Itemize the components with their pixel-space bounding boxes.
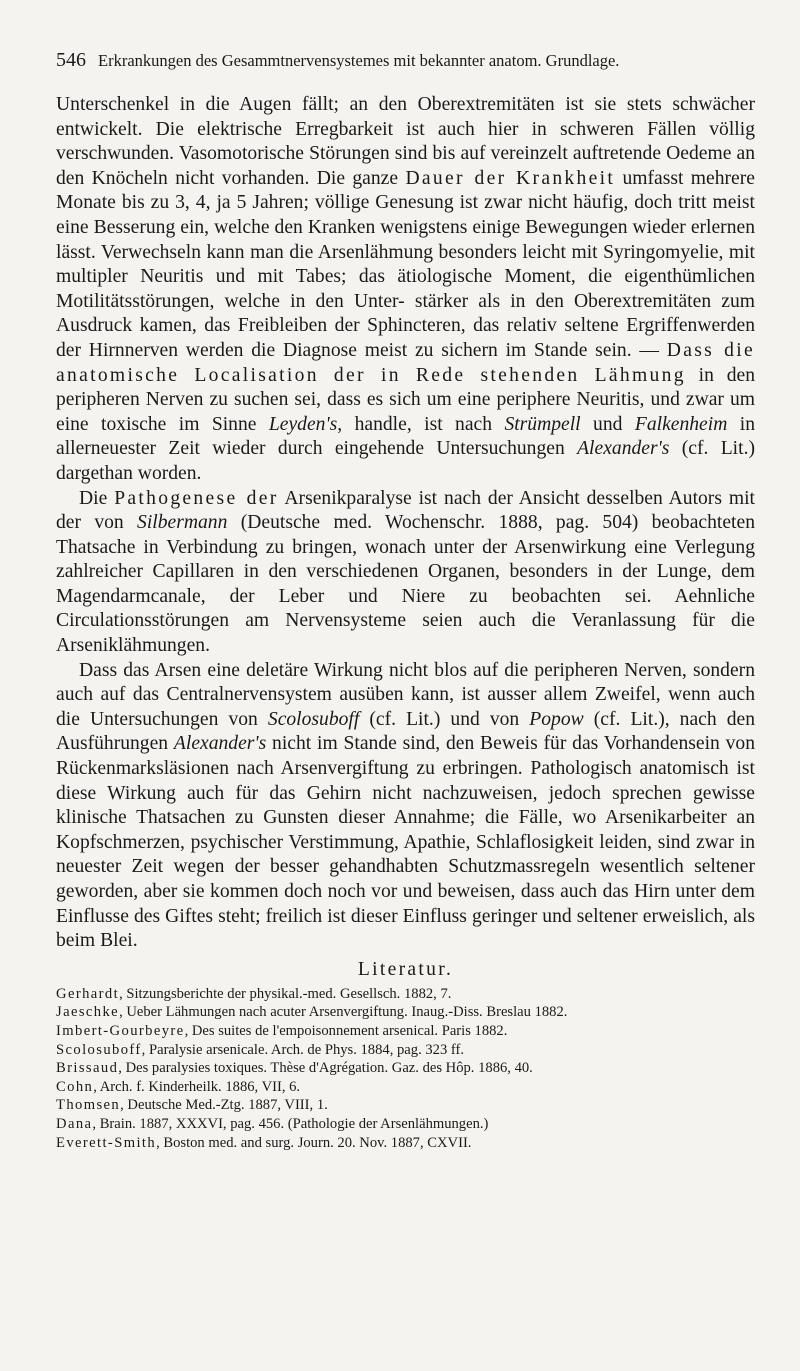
page-number: 546 (56, 49, 86, 71)
page-header (56, 50, 755, 71)
reference-author: Jaeschke (56, 1004, 120, 1021)
reference-author: Cohn (56, 1078, 94, 1095)
reference-entry (56, 1003, 755, 1022)
reference-details: , Brain. 1887, XXXVI, pag. 456. (Pathologie der Arsenlähmungen.) (92, 1115, 489, 1132)
reference-entry (56, 1078, 755, 1097)
paragraph (56, 487, 755, 659)
reference-details: , Paralysie arsenicale. Arch. de Phys. 1884, pag. 323 ff. (141, 1041, 465, 1058)
paragraph (56, 659, 755, 954)
cited-name: Alexander's (577, 438, 670, 460)
cited-name: Falkenheim (634, 413, 728, 435)
text-run: Die (79, 487, 115, 509)
text-run: nicht im Stande sind, den Beweis für das Vorhandensein von Rückenmarksläsionen nach Arsenvergiftung zu erbringen. Pathologisch anatomisch ist diese Wirkung auch für das Gehirn nicht nachzuweisen, jedoch sprechen gewisse klinische Thatsachen zu Gunsten dieser Annahme; die Fälle, wo Arsenikarbeiter an Kopfschmerzen, psychischer Verstimmung, Apathie, Schlaflosigkeit leiden, sind zwar in neuester Zeit wegen der besser gehandhabten Schutzmassregeln wesentlich seltener geworden, aber sie kommen doch noch vor und beweisen, dass auch das Hirn unter dem Einflusse des Giftes steht; freilich ist dieser Einfluss geringer und seltener erweislich, als beim Blei. (56, 733, 755, 952)
text-run: (cf. Lit.) und von (359, 708, 530, 730)
emphasized-phrase: Dauer der Krankheit (405, 167, 616, 189)
reference-author: Scolosuboff (56, 1041, 142, 1058)
reference-details: , Ueber Lähmungen nach acuter Arsenvergiftung. Inaug.-Diss. Breslau 1882. (119, 1004, 568, 1021)
cited-name: Popow (529, 708, 584, 730)
reference-details: , Des paralysies toxiques. Thèse d'Agrégation. Gaz. des Hôp. 1886, 40. (118, 1060, 533, 1077)
cited-name: Scolosuboff (267, 708, 360, 730)
paragraph (56, 93, 755, 487)
body-text (56, 93, 755, 954)
reference-entry (56, 1022, 755, 1041)
text-run: (Deutsche med. Wochenschr. 1888, pag. 504) beobachteten Thatsache in Verbindung zu bringen, wonach unter der Arsenwirkung eine Verlegung zahlreicher Capillaren in den verschiedenen Organen, besonders in der Lunge, dem Magendarmcanale, der Leber und Niere zu beobachten sei. Aehnliche Circulationsstörungen am Nervensysteme seien auch die Veranlassung für die Arseniklähmungen. (56, 512, 755, 657)
text-run: Unterschenkel in die Augen fällt; an den Oberextremitäten ist sie stets schwächer entwickelt. Die elektrische Erregbarkeit ist auch hier in schweren Fällen völlig verschwunden. Vasomotorische Störungen sind bis auf vereinzelt auftretende Oedeme an den Knöcheln nicht vorhanden. Die ganze (56, 94, 755, 189)
text-run: (cf. Lit.), nach den Ausführungen (56, 708, 756, 755)
literature-heading: Literatur. (357, 958, 454, 980)
text-run: , handle, ist nach (337, 413, 505, 435)
literature-list (56, 985, 755, 1152)
emphasized-phrase: Dass die anatomische Localisation der in Rede stehenden Lähmung (56, 339, 755, 386)
text-run: (cf. Lit.) dargethan worden. (56, 438, 755, 484)
reference-author: Brissaud (56, 1060, 119, 1077)
reference-entry (56, 1059, 755, 1078)
reference-author: Everett-Smith (56, 1134, 157, 1151)
reference-details: , Des suites de l'empoisonnement arsenical. Paris 1882. (184, 1022, 508, 1039)
reference-entry (56, 1041, 755, 1060)
text-run: in den peripheren Nerven zu suchen sei, dass es sich um eine periphere Neuritis, und zwar um eine toxische im Sinne (56, 364, 756, 435)
emphasized-phrase: Pathogenese der (114, 487, 279, 509)
text-run: Dass das Arsen eine deletäre Wirkung nicht blos auf die peripheren Nerven, sondern auch auf das Centralnervensystem ausüben kann, ist ausser allem Zweifel, wenn auch die Untersuchungen von (56, 659, 755, 730)
reference-entry (56, 985, 755, 1004)
text-run: und (580, 413, 635, 435)
reference-details: , Sitzungsberichte der physikal.-med. Gesellsch. 1882, 7. (119, 985, 452, 1002)
reference-author: Gerhardt (56, 985, 120, 1002)
reference-author: Dana (56, 1115, 93, 1132)
reference-entry (56, 1134, 755, 1153)
reference-author: Imbert-Gourbeyre (56, 1022, 185, 1039)
cited-name: Leyden's (268, 413, 338, 435)
text-run: in allerneuester Zeit wieder durch eingehende Untersuchungen (56, 413, 756, 460)
running-title: Erkrankungen des Gesammtnervensystemes mit bekannter anatom. Grundlage. (98, 51, 620, 70)
cited-name: Silbermann (137, 512, 228, 534)
text-run: Arsenikparalyse ist nach der Ansicht desselben Autors mit der von (56, 487, 755, 534)
reference-details: , Arch. f. Kinderheilk. 1886, VII, 6. (93, 1078, 301, 1095)
reference-entry (56, 1096, 755, 1115)
cited-name: Strümpell (504, 413, 581, 435)
reference-details: , Boston med. and surg. Journ. 20. Nov. 1887, CXVII. (156, 1134, 472, 1151)
cited-name: Alexander's (173, 733, 267, 755)
reference-details: , Deutsche Med.-Ztg. 1887, VIII, 1. (120, 1097, 328, 1114)
text-run: umfasst mehrere Monate bis zu 3, 4, ja 5 Jahren; völlige Genesung ist zwar nicht häufig, doch tritt meist eine Besserung ein, welche den Kranken wenigstens einige Bewegungen wieder erlernen lässt. Verwechseln kann man die Arsenlähmung besonders leicht mit Syringomyelie, mit multipler Neuritis und mit Tabes; das ätiologische Moment, die eigenthümlichen Motilitätsstörungen, welche in den Unter- stärker als in den Oberextremitäten zum Ausdruck kamen, das Freibleiben der Sphincteren, das relativ seltene Ergriffenwerden der Hirnnerven werden die Diagnose meist zu sichern im Stande sein. — (56, 167, 755, 361)
reference-entry (56, 1115, 755, 1134)
reference-author: Thomsen (56, 1097, 121, 1114)
